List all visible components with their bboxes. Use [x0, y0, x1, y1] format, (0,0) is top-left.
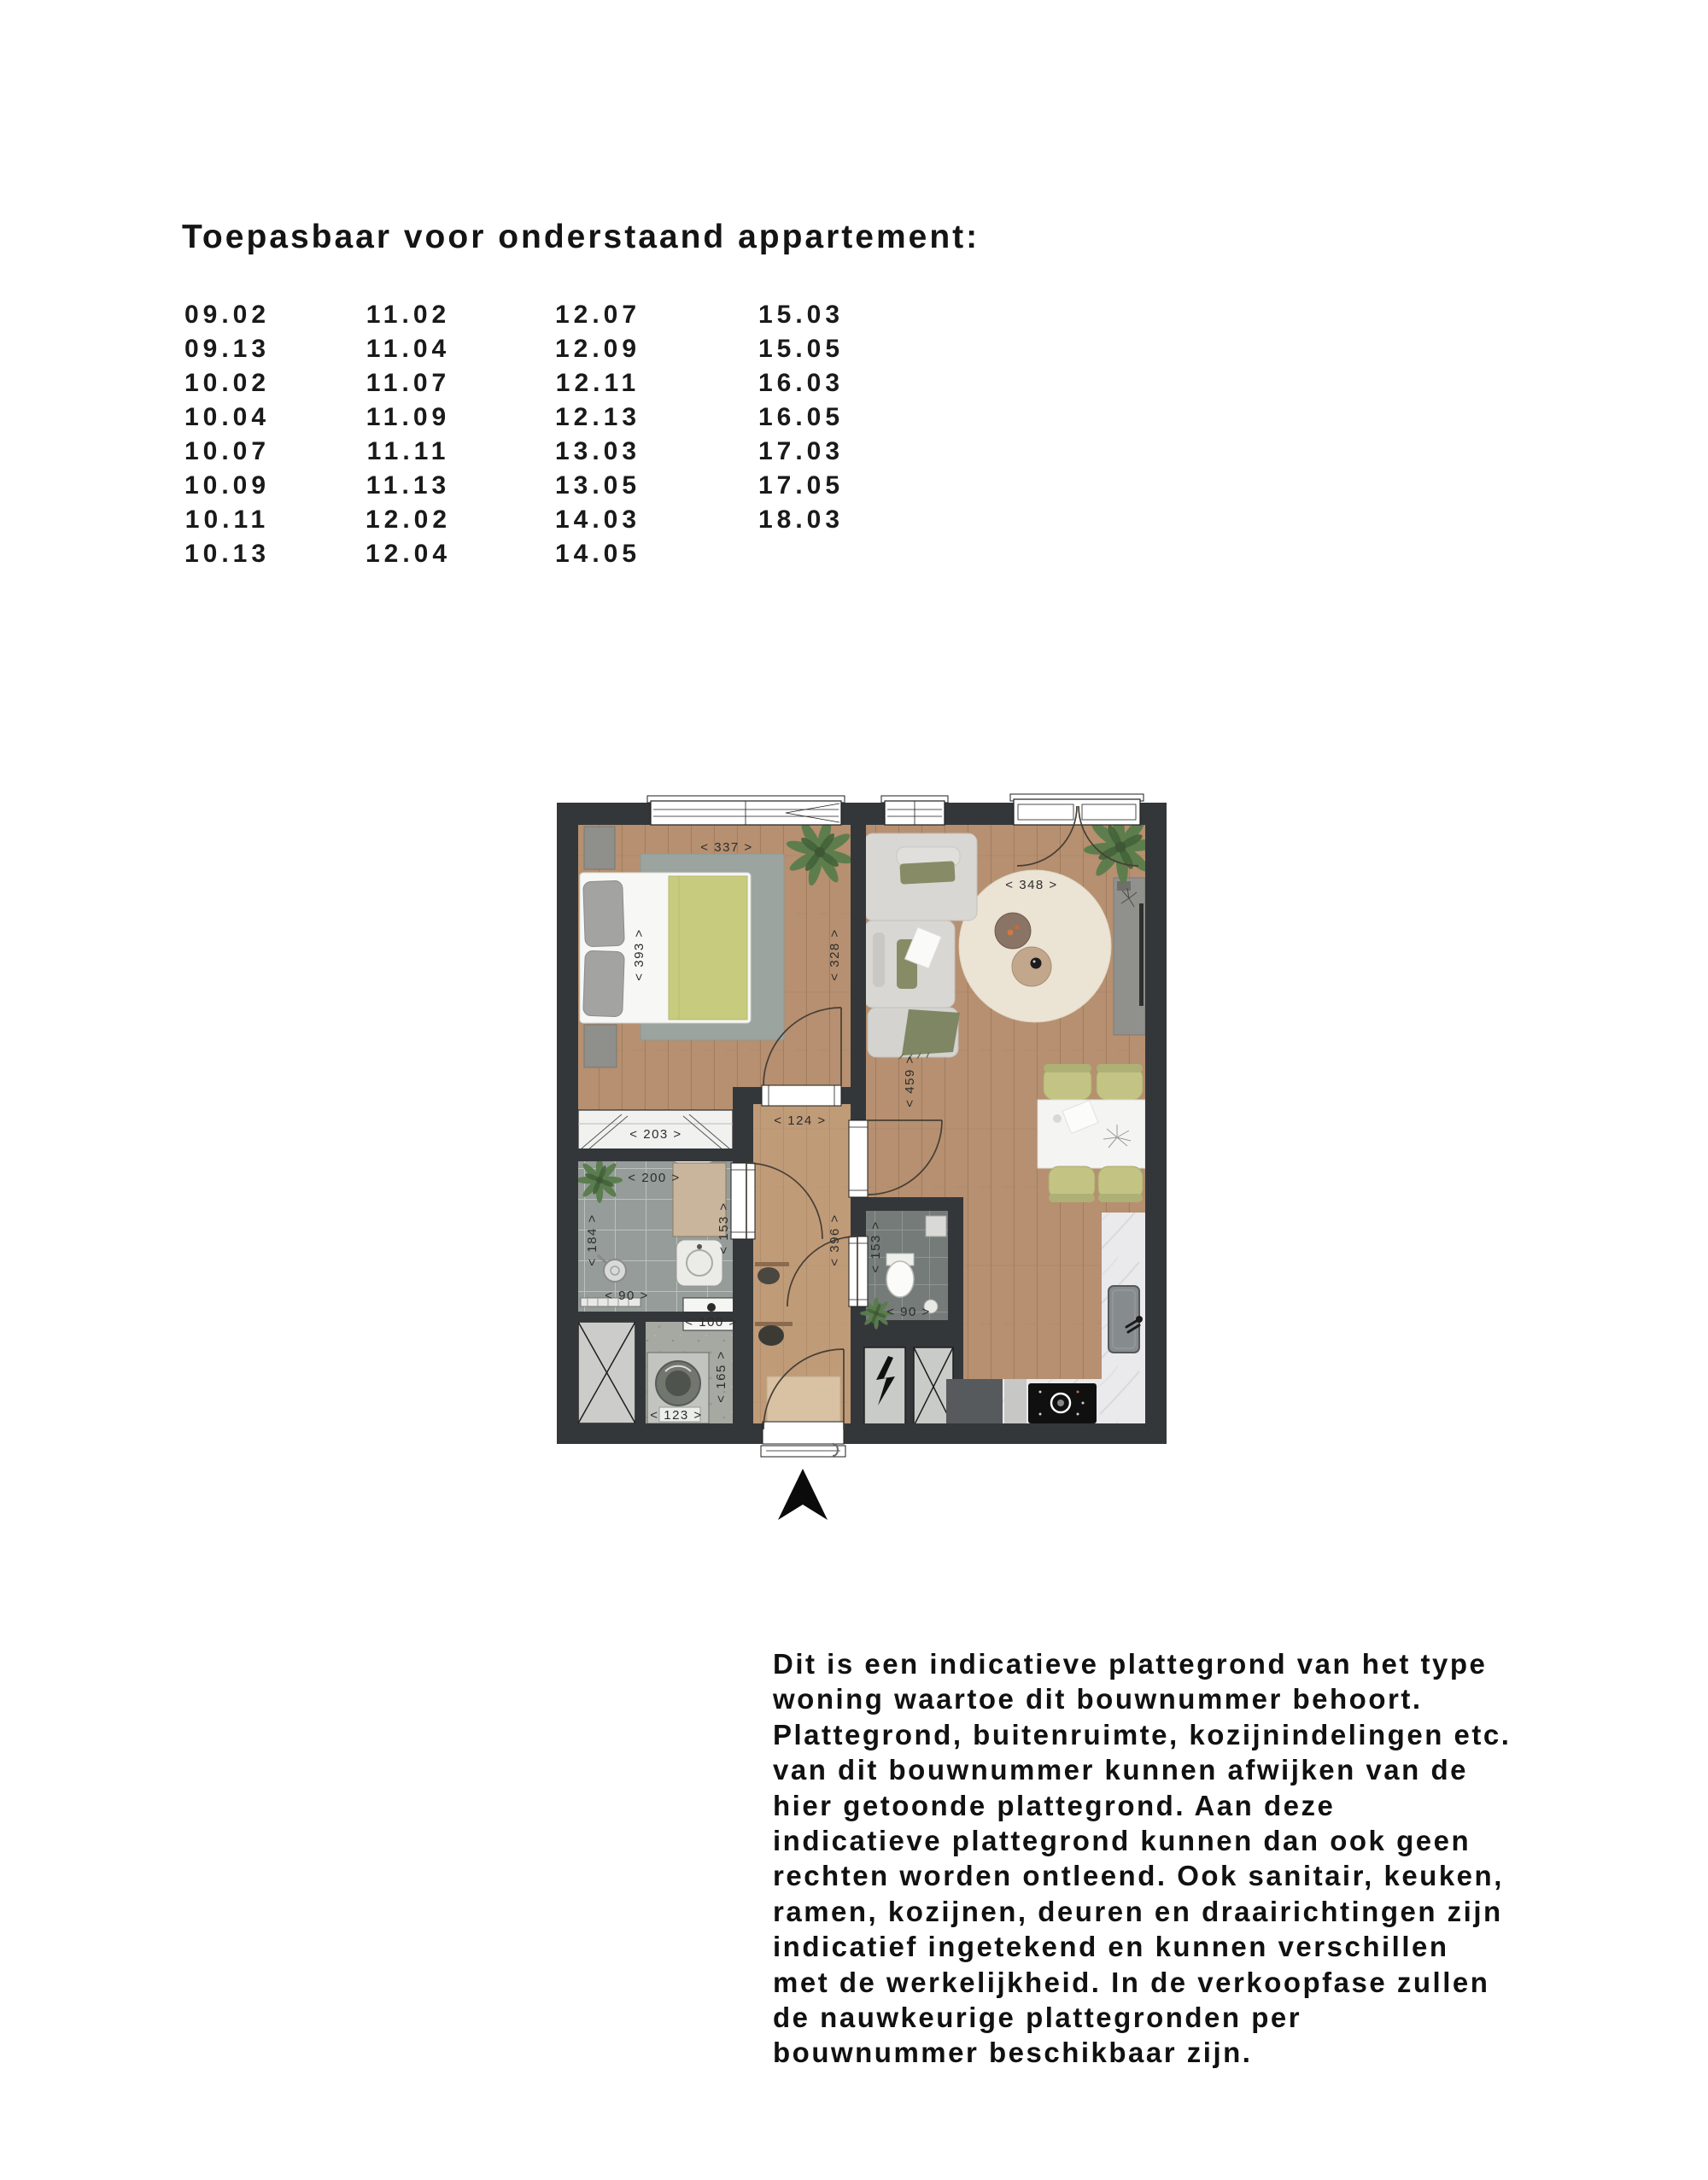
wc-doorway [849, 1236, 868, 1306]
apartment-number: 17.05 [757, 471, 845, 500]
dimension-label: < 153 > [717, 1201, 731, 1254]
north-arrow-icon [778, 1469, 828, 1520]
apartment-column [750, 298, 852, 537]
coffee-table [995, 913, 1031, 949]
disclaimer-line: hier getoonde plattegrond. Aan deze [773, 1789, 1336, 1821]
apartment-column [176, 298, 278, 571]
dimension-label: < 459 > [903, 1055, 917, 1108]
throw-blanket [902, 1009, 960, 1055]
apartment-number: 17.03 [757, 437, 845, 465]
apartment-number: 13.03 [554, 437, 641, 465]
sofa-pillow [899, 861, 955, 884]
disclaimer-line: met de werkelijkheid. In de verkoopfase zullen [773, 1966, 1490, 1998]
pillow [583, 950, 625, 1017]
apartment-number: 09.13 [184, 335, 271, 363]
dimension-label: < 100 > [685, 1315, 738, 1330]
apartment-number: 12.07 [554, 301, 641, 329]
disclaimer-line: van dit bouwnummer kunnen afwijken van de [773, 1754, 1468, 1786]
bed-duvet [669, 876, 747, 1020]
apartment-number: 11.02 [366, 301, 451, 329]
disclaimer-line: indicatieve plattegrond kunnen dan ook geen [773, 1825, 1471, 1857]
nightstand [584, 1025, 617, 1067]
disclaimer-line: woning waartoe dit bouwnummer behoort. [773, 1683, 1423, 1715]
disclaimer-line: Dit is een indicatieve plattegrond van het type [773, 1648, 1488, 1680]
bedroom-window [651, 801, 841, 825]
disclaimer-line: rechten worden ontleend. Ook sanitair, keuken, [773, 1860, 1504, 1892]
apartment-number: 11.09 [366, 403, 451, 431]
dimension-label: < 90 > [605, 1289, 649, 1303]
apartment-number: 12.04 [365, 540, 452, 568]
apartment-number: 10.09 [184, 471, 271, 500]
disclaimer-text [773, 1646, 1678, 2071]
apartment-number: 11.13 [366, 471, 451, 500]
cup [1031, 958, 1042, 969]
dimension-label: < 90 > [886, 1305, 931, 1319]
apartment-number: 10.02 [184, 369, 271, 397]
apartment-number: 12.11 [555, 369, 640, 397]
dimension-label: < 200 > [628, 1171, 681, 1185]
dimension-label: < 337 > [700, 840, 753, 855]
apartment-number: 14.05 [554, 540, 641, 568]
bedroom-doorway [762, 1085, 841, 1106]
pillow [583, 880, 625, 947]
apartment-number: 11.04 [366, 335, 451, 363]
apartment-column [357, 298, 459, 571]
disclaimer-line: indicatief ingetekend en kunnen verschillen [773, 1931, 1449, 1963]
coat-rack [755, 1262, 789, 1266]
tv [1139, 903, 1144, 1006]
coat [758, 1325, 784, 1346]
apartment-number: 15.03 [757, 301, 845, 329]
apartment-number: 10.11 [184, 506, 270, 534]
apartment-number: 12.13 [554, 403, 641, 431]
dimension-label: < 124 > [774, 1113, 827, 1128]
apartment-number: 10.07 [184, 437, 271, 465]
disclaimer-line: bouwnummer beschikbaar zijn. [773, 2037, 1253, 2069]
toilet [886, 1254, 914, 1297]
dimension-label: < 328 > [828, 928, 842, 981]
disclaimer-line: de nauwkeurige plattegronden per [773, 2002, 1302, 2034]
dimension-label: < 123 > [650, 1408, 703, 1423]
cistern [926, 1216, 946, 1236]
apartment-number: 16.05 [757, 403, 845, 431]
apartment-number: 12.02 [365, 506, 452, 534]
disclaimer-line: Plattegrond, buitenruimte, kozijnindelingen etc. [773, 1718, 1512, 1750]
apartment-number: 14.03 [554, 506, 641, 534]
sideboard [1114, 878, 1145, 1035]
apartment-number: 09.02 [184, 301, 271, 329]
nightstand [584, 827, 615, 869]
dimension-label: < 203 > [629, 1127, 682, 1142]
dimension-label: < 396 > [828, 1213, 842, 1266]
dimension-label: < 153 > [869, 1220, 883, 1273]
apartment-column [547, 298, 649, 571]
apartment-number: 15.05 [757, 335, 845, 363]
bathroom-doorway [731, 1163, 755, 1239]
coat [757, 1267, 780, 1284]
entrance-doorway [763, 1422, 844, 1444]
apartment-number: 18.03 [757, 506, 845, 534]
round-rug [959, 870, 1111, 1022]
apartment-number: 12.09 [554, 335, 641, 363]
apartment-number: 13.05 [554, 471, 641, 500]
apartment-number: 10.04 [184, 403, 271, 431]
apartment-number: 16.03 [757, 369, 845, 397]
floorplan [547, 751, 1221, 1554]
living-doorway [849, 1120, 868, 1197]
disclaimer-line: ramen, kozijnen, deuren en draairichtingen zijn [773, 1895, 1503, 1927]
kitchen-cabinet [1004, 1379, 1027, 1423]
dimension-label: < 393 > [632, 928, 646, 981]
page-title: Toepasbaar voor onderstaand appartement: [182, 219, 980, 255]
cooktop [1028, 1383, 1097, 1423]
dimension-label: < 348 > [1005, 878, 1058, 892]
kitchen-sink [1108, 1286, 1143, 1353]
windows [647, 794, 1144, 825]
apartment-number: 11.11 [366, 437, 450, 465]
kitchen-cabinet [946, 1379, 1003, 1423]
apartment-number: 10.13 [184, 540, 271, 568]
apartment-number: 11.07 [366, 369, 451, 397]
plant-icon [576, 1157, 623, 1203]
dimension-label: < 165 > [714, 1350, 728, 1403]
dining-set [1038, 1064, 1145, 1202]
dimension-label: < 184 > [585, 1213, 600, 1266]
